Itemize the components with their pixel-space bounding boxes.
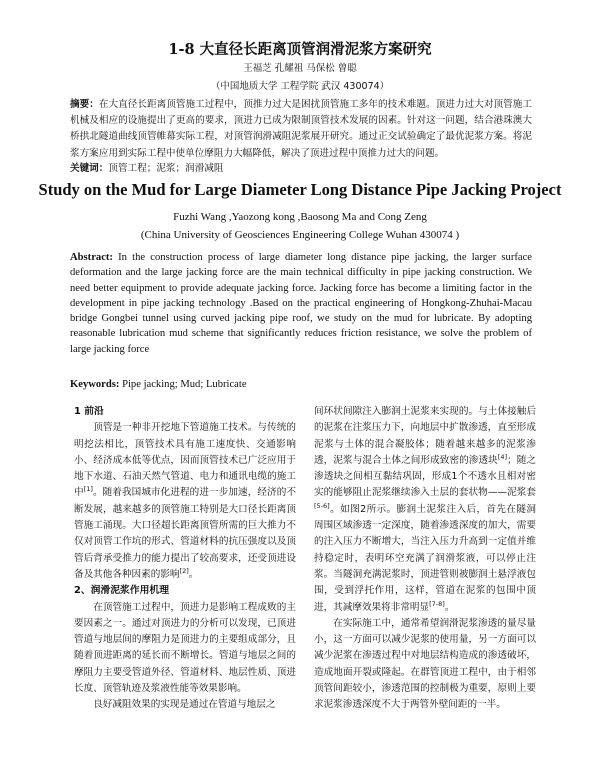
chinese-keywords <box>70 161 532 177</box>
chinese-abstract-text: 在大直径长距离顶管施工过程中，顶推力过大是困扰顶管施工多年的技术难题。顶进力过大对顶管施工机械及相应的设施提出了更高的要求，顶进力已成为限制顶管技术发展的因素。针对这一问题，结合港珠澳大桥拱北隧道曲线顶管帷幕实际工程，对顶管润滑减阻泥浆展开研究。通过正交试验确定了最优泥浆方案。将泥浆方案应用到实际工程中使单位摩阻力大幅降低，解决了顶进过程中顶推力过大的问题。 <box>70 99 533 159</box>
english-title: Study on the Mud for Large Diameter Long Distance Pipe Jacking Project <box>38 180 562 199</box>
paragraph-introduction <box>74 420 296 583</box>
paragraph-mud-sleeve <box>314 404 536 616</box>
paragraph-drag-reduction: 良好减阻效果的实现是通过在管道与地层之 <box>93 699 276 711</box>
paragraph-mechanism: 在顶管施工过程中，顶进力是影响工程成败的主要因素之一。通过对顶进力的分析可以发现，已顶进管道与地层间的摩阻力是顶进力的主要组成部分，且随着顶进距离的延长而不断增长。管道与地层之间的摩阻力主要受管道外径、管道材料、地层性质、顶进长度、顶管轨迹及浆液性能等效果影响。 <box>74 601 296 695</box>
body-left-column <box>74 404 296 714</box>
citation: [5-6] <box>314 501 330 510</box>
chinese-title: 1-8 大直径长距离顶管润滑泥浆方案研究 <box>168 41 432 58</box>
paragraph-text: 。如图2所示。膨润土泥浆注入后，首先在隧洞周围区域渗透一定深度，随着渗透深度的加大，需要的注入压力不断增大，当注入压力升高到一定值并维持稳定时，表明环空充满了润滑浆液，可以停止注浆。当隧洞充满泥浆时，顶进管则被膨润土悬浮液包围，受到浮托作用，这样，管道在泥浆的包围中顶进，其减摩效果将非常明显 <box>314 503 536 613</box>
paragraph-text: 。随着我国城市化进程的进一步加速，经济的不断发展，越来越多的顶管施工特别是大口径长距离顶管施工涌现。大口径超长距离顶管所需的巨大推力不仅对顶管工作坑的形式、管道材料的抗压强度以及顶管后背承受推力的能力提出了较高要求，还受顶进设备及其他各种因素的影响 <box>74 487 296 580</box>
citation: [7-8] <box>429 599 445 608</box>
section-heading-introduction: 1 前沿 <box>74 406 104 417</box>
paragraph-text: ；随之渗透块之间相互黏结巩固，形成1个不透水且相对密实的能够阻止泥浆继续渗入土层的套状物——泥浆套 <box>314 454 537 499</box>
citation: [2] <box>179 566 189 575</box>
paragraph-text: 间环状间隙注入膨润土泥浆来实现的。与土体接触后的泥浆在注浆压力下，向地层中扩散渗透，直至形成泥浆与土体的混合凝胶体；随着越来越多的泥浆渗透，泥浆与混合土体之间形成致密的渗透块 <box>314 406 536 466</box>
body-right-column <box>314 404 536 714</box>
citation: [1] <box>83 485 93 494</box>
section-heading-mechanism: 2、润滑泥浆作用机理 <box>74 585 169 597</box>
paragraph-text: 顶管是一种非开挖地下管道施工技术。与传统的明挖法相比，顶管技术具有施工速度快、交通影响小、经济成本低等优点，因而顶管技术已广泛应用于地下水道、石油天然气管道、电力和通讯电缆的施工中 <box>74 422 296 499</box>
english-authors: Fuzhi Wang ,Yaozong kong ,Baosong Ma and Cong Zeng <box>173 211 427 223</box>
english-affiliation: (China University of Geosciences Engineering College Wuhan 430074 ) <box>140 229 460 241</box>
english-keywords-label: Keywords: <box>70 379 120 390</box>
chinese-affiliation: （中国地质大学 工程学院 武汉 430074） <box>210 81 390 92</box>
english-abstract <box>70 250 532 357</box>
paragraph-penetration-control: 在实际施工中，通常希望润滑泥浆渗透的量尽量小，这一方面可以减少泥浆的使用量，另一方面可以减少泥浆在渗透过程中对地层结构造成的渗透破坏，造成地面开裂或隆起。在群管顶进工程中，由于相邻顶管间距较小，渗透范围的控制极为重要，原则上要求泥浆渗透深度不大于两管外壁间距的一半。 <box>314 617 536 711</box>
english-abstract-label: Abstract: <box>70 252 113 263</box>
chinese-keywords-text: 顶管工程；泥浆；润滑减阻 <box>108 163 224 174</box>
chinese-abstract-label: 摘要： <box>70 99 99 110</box>
chinese-keywords-label: 关键词： <box>70 163 109 174</box>
chinese-abstract <box>70 97 532 162</box>
paragraph-text: 。 <box>188 568 199 580</box>
paragraph-text: 。 <box>444 601 455 613</box>
english-abstract-text: In the construction process of large diameter long distance pipe jacking, the larger surface deformation and the large jacking force are the main technical difficulty in pipe jacking construction. We need better equipment to provide adequate jacking force. Jacking force has become a limiting factor in the development in pipe jacking technology .Based on the practical engineering of Hongkong-Zhuhai-Macau bridge Gongbei tunnel using curved jacking pipe roof, we study on the mud for lubricate. By adopting reasonable lubrication mud scheme that significantly reduces friction resistance, we solve the problem of large jacking force <box>70 252 532 355</box>
chinese-authors: 王福芝 孔耀祖 马保松 曾聪 <box>243 63 357 74</box>
citation: [4] <box>497 452 508 461</box>
english-keywords-text: Pipe jacking; Mud; Lubricate <box>119 379 247 390</box>
english-keywords <box>70 377 532 392</box>
